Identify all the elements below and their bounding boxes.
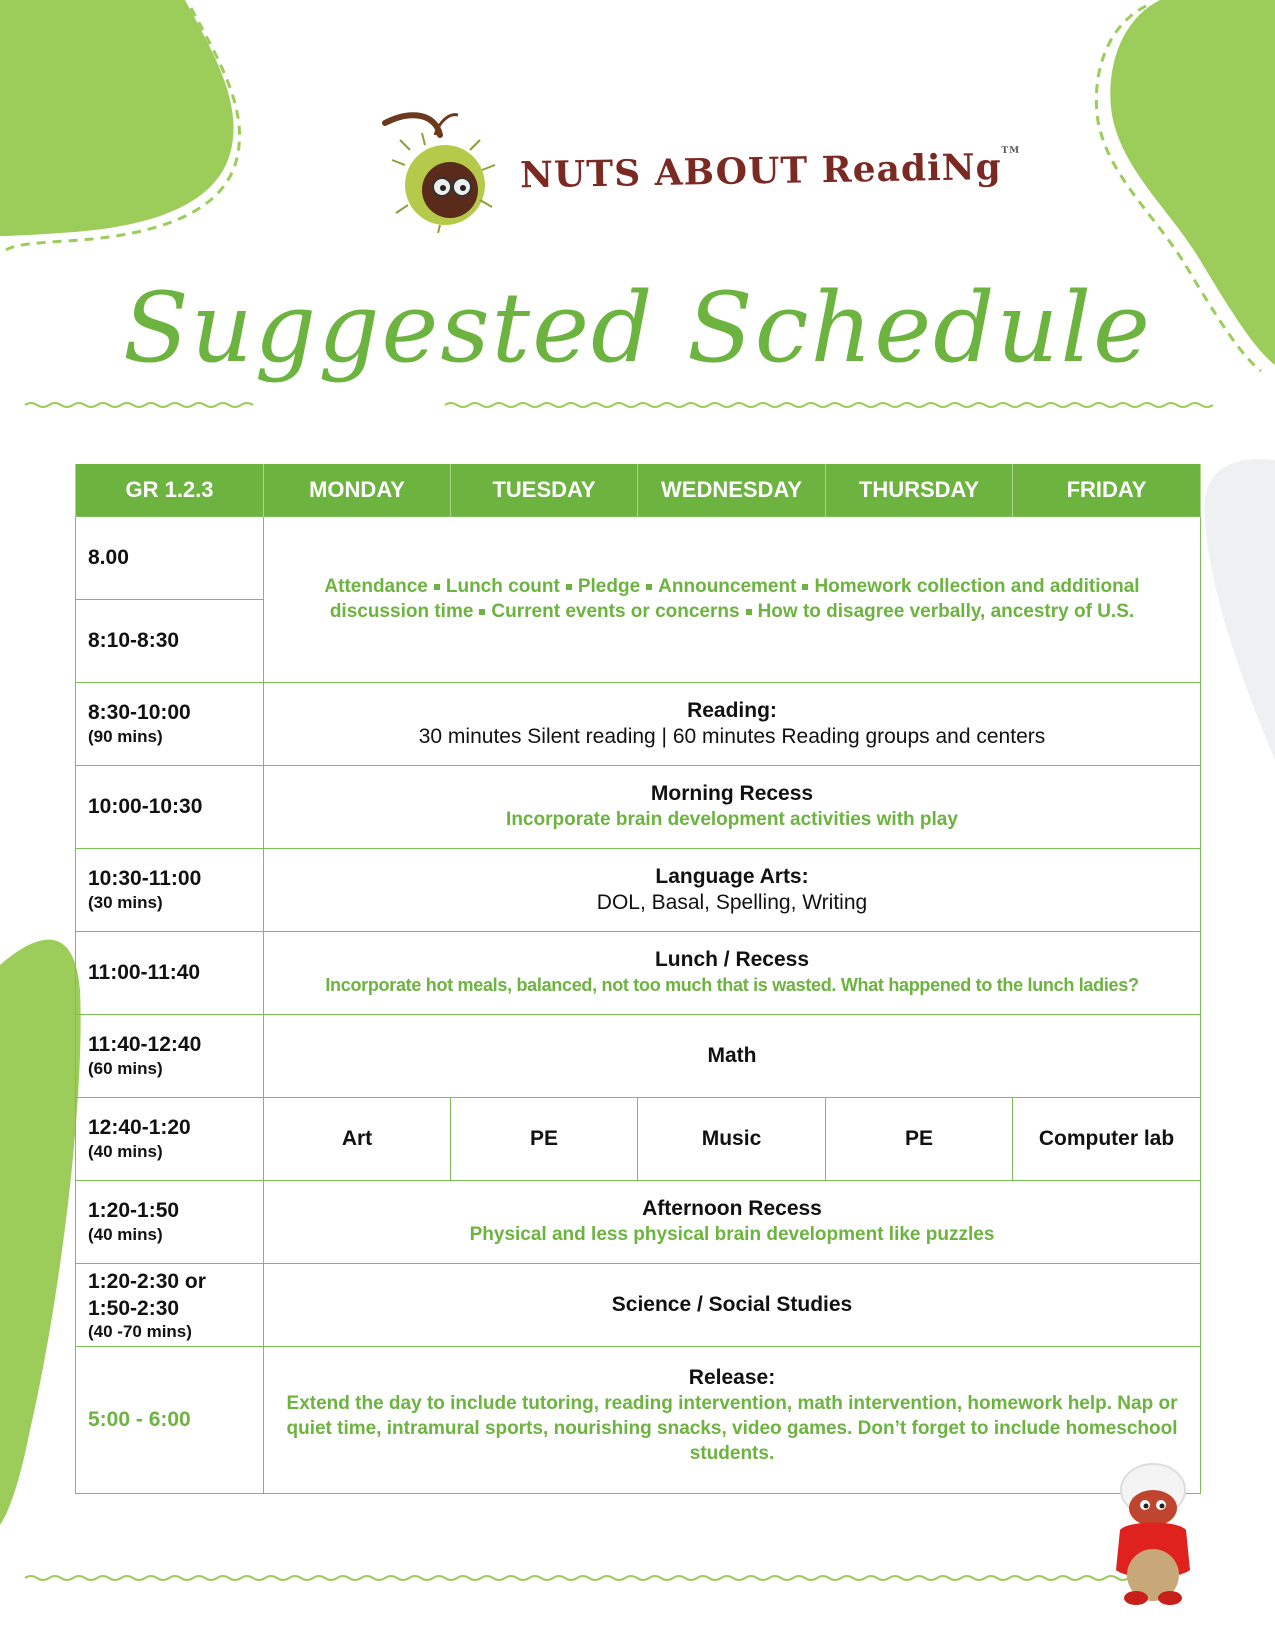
trademark: TM	[1001, 145, 1021, 156]
time-label: 8:10-8:30	[88, 628, 180, 652]
morning-item: Lunch count	[445, 576, 560, 597]
time-label: 8.00	[88, 545, 129, 569]
table-row	[76, 516, 1201, 599]
table-row	[76, 1014, 1201, 1097]
square-bullet-icon	[434, 584, 440, 590]
reading-title: Reading:	[687, 698, 777, 722]
language-arts-cell	[264, 848, 1201, 931]
lunch-title: Lunch / Recess	[654, 948, 810, 971]
time-label: 10:00-10:30	[88, 794, 203, 818]
mascot-character-icon	[1098, 1460, 1208, 1610]
time-label-alt: 1:50-2:30	[88, 1296, 180, 1320]
time-label: 1:20-2:30 or	[88, 1269, 206, 1293]
special-thursday: PE	[826, 1097, 1013, 1180]
table-row	[76, 848, 1201, 931]
right-grey-shape	[1204, 459, 1275, 760]
morning-activities	[282, 574, 1182, 624]
morning-item: Announcement	[658, 576, 797, 597]
table-row	[76, 1263, 1201, 1346]
math-title: Math	[707, 1043, 757, 1067]
special-monday: Art	[264, 1097, 451, 1180]
time-cell	[76, 1097, 264, 1180]
time-cell	[76, 848, 264, 931]
time-label: 11:40-12:40	[88, 1032, 202, 1056]
time-cell	[76, 516, 264, 599]
bottom-wavy-line	[25, 1576, 1129, 1580]
table-row	[76, 765, 1201, 848]
release-cell	[264, 1346, 1201, 1493]
duration-label: (30 mins)	[88, 892, 163, 912]
time-cell	[76, 1346, 264, 1493]
special-tuesday: PE	[451, 1097, 638, 1180]
morning-item: Pledge	[577, 576, 641, 597]
duration-label: (40 -70 mins)	[88, 1321, 192, 1341]
square-bullet-icon	[646, 584, 652, 590]
time-cell	[76, 1180, 264, 1263]
morning-recess-detail: Incorporate brain development activities with play	[506, 809, 958, 830]
reading-cell	[264, 682, 1201, 765]
time-label: 8:30-10:00	[88, 700, 191, 724]
duration-label: (40 mins)	[88, 1224, 163, 1244]
release-title: Release:	[688, 1366, 776, 1389]
header-tuesday: TUESDAY	[451, 464, 638, 516]
special-wednesday: Music	[638, 1097, 826, 1180]
math-cell	[264, 1014, 1201, 1097]
brand-logo	[380, 105, 1021, 235]
duration-label: (90 mins)	[88, 726, 163, 746]
header-monday: MONDAY	[264, 464, 451, 516]
header-thursday: THURSDAY	[826, 464, 1013, 516]
lunch-detail: Incorporate hot meals, balanced, not too much that is wasted. What happened to the lunch ladies?	[325, 975, 1139, 995]
table-row	[76, 682, 1201, 765]
header-wednesday: WEDNESDAY	[638, 464, 826, 516]
science-cell	[264, 1263, 1201, 1346]
schedule-table	[75, 464, 1201, 1494]
release-detail: Extend the day to include tutoring, reading intervention, math intervention, homework help. Nap or quiet time, intramural sports, nourishing snacks, video games. Don’t forget to include homeschool students.	[286, 1393, 1178, 1464]
afternoon-recess-detail: Physical and less physical brain development like puzzles	[469, 1224, 995, 1245]
top-wavy-line-right	[445, 403, 1213, 407]
header-friday: FRIDAY	[1013, 464, 1201, 516]
duration-label: (60 mins)	[88, 1058, 163, 1078]
square-bullet-icon	[802, 584, 808, 590]
table-row	[76, 1346, 1201, 1493]
morning-item: Homework collection and additional discussion time	[329, 576, 1140, 622]
square-bullet-icon	[479, 609, 485, 615]
morning-item: How to disagree verbally, ancestry of U.S.	[757, 601, 1135, 622]
time-cell	[76, 765, 264, 848]
language-arts-detail: DOL, Basal, Spelling, Writing	[596, 890, 868, 914]
time-cell	[76, 931, 264, 1014]
morning-activities-cell	[264, 516, 1201, 682]
top-left-blob	[0, 0, 234, 236]
time-label: 1:20-1:50	[88, 1198, 180, 1222]
reading-detail: 30 minutes Silent reading | 60 minutes Reading groups and centers	[418, 724, 1046, 748]
time-label: 12:40-1:20	[88, 1115, 191, 1139]
table-row	[76, 1097, 1201, 1180]
square-bullet-icon	[566, 584, 572, 590]
time-label: 11:00-11:40	[88, 960, 201, 984]
time-cell	[76, 682, 264, 765]
left-green-blob	[0, 940, 81, 1525]
science-title: Science / Social Studies	[611, 1292, 853, 1316]
special-friday: Computer lab	[1013, 1097, 1201, 1180]
table-row	[76, 931, 1201, 1014]
header-row	[76, 464, 1201, 516]
language-arts-title: Language Arts:	[655, 864, 809, 888]
lunch-cell	[264, 931, 1201, 1014]
time-cell	[76, 599, 264, 682]
afternoon-recess-title: Afternoon Recess	[642, 1197, 822, 1220]
duration-label: (40 mins)	[88, 1141, 163, 1161]
header-grade: GR 1.2.3	[76, 464, 264, 516]
morning-item: Current events or concerns	[491, 601, 740, 622]
morning-recess-cell	[264, 765, 1201, 848]
time-label: 10:30-11:00	[88, 866, 202, 890]
square-bullet-icon	[746, 609, 752, 615]
time-cell	[76, 1014, 264, 1097]
afternoon-recess-cell	[264, 1180, 1201, 1263]
page-title: Suggested Schedule	[123, 272, 1152, 384]
brand-name	[520, 146, 1021, 197]
brand-name-text: NUTS ABOUT ReadiNg	[519, 145, 1003, 197]
morning-item: Attendance	[324, 576, 428, 597]
morning-recess-title: Morning Recess	[650, 782, 814, 805]
time-label: 5:00 - 6:00	[88, 1407, 191, 1431]
chestnut-mascot-icon	[380, 105, 530, 235]
table-row	[76, 1180, 1201, 1263]
top-wavy-line-left	[25, 403, 253, 407]
time-cell	[76, 1263, 264, 1346]
